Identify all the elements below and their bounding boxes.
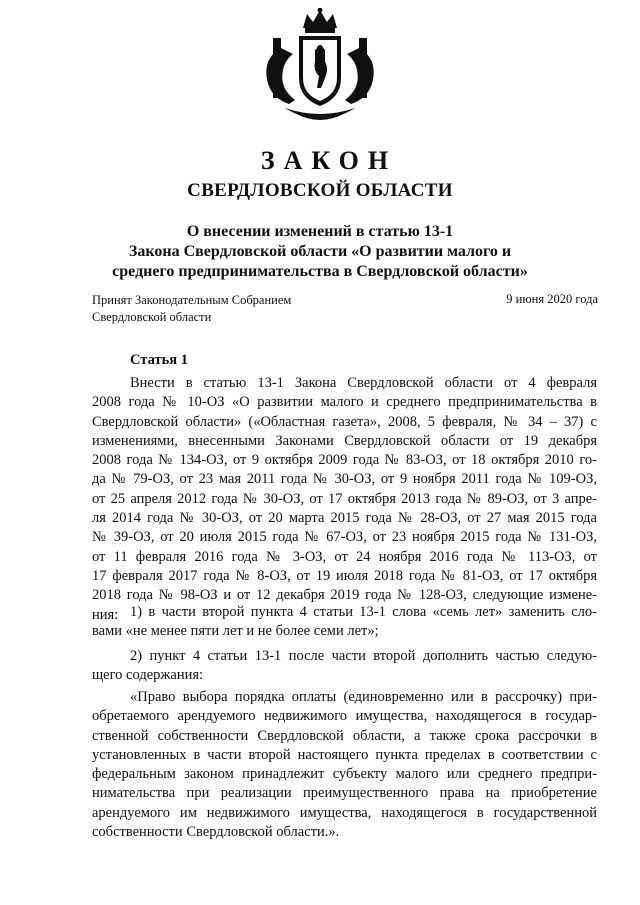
text-line: 2008 года № 134-ОЗ, от 9 октября 2009 года № 83-ОЗ, от 18 октября 2010 го- (92, 452, 597, 469)
text-line: 17 февраля 2017 года № 8-ОЗ, от 19 июля 2018 года № 81-ОЗ, от 17 октября (92, 567, 597, 584)
amendment-item-1 (92, 603, 597, 642)
text-line: арендуемого им недвижимого имущества, находящегося в государственной (92, 804, 597, 821)
text-line: 1) в части второй пункта 4 статьи 13-1 слова «семь лет» заменить сло- (130, 604, 597, 620)
text-line: Внести в статью 13-1 Закона Свердловской области от 4 февраля (130, 375, 597, 391)
adoption-authority (92, 292, 291, 326)
text-line: щего содержания: (92, 667, 204, 684)
text-line: ственной собственности Свердловской области, а также срока рассрочки в (92, 727, 597, 744)
text-line: вами «не менее пяти лет и не более семи лет»; (92, 623, 379, 640)
subject-line: среднего предпринимательства в Свердловской области» (112, 263, 528, 280)
text-line: от 25 апреля 2012 года № 30-ОЗ, от 17 октября 2013 года № 89-ОЗ, от 3 апре- (92, 490, 597, 507)
text-line: собственности Свердловской области.». (92, 824, 340, 841)
text-line: федеральным законом принадлежит субъекту малого или среднего предпри- (92, 766, 597, 783)
quoted-new-text (92, 688, 597, 842)
coat-of-arms-icon (255, 8, 385, 132)
text-line: ния: (92, 606, 119, 623)
text-line: от 11 февраля 2016 года № 3-ОЗ, от 24 ноября 2016 года № 113-ОЗ, от (92, 548, 597, 565)
text-line: нимательства при реализации преимущественного права на приобретение (92, 785, 597, 802)
law-subject (60, 222, 580, 282)
document-type-title: ЗАКОН (260, 146, 398, 175)
text-line: установленных в части второй настоящего пункта пределах в соответствии с (92, 746, 597, 763)
adoption-line: Свердловской области (92, 310, 212, 324)
region-title: СВЕРДЛОВСКОЙ ОБЛАСТИ (187, 180, 453, 201)
text-line: Свердловской области» («Областная газета», 2008, 5 февраля, № 34 – 37) с (92, 413, 597, 430)
text-line: № 39-ОЗ, от 20 июля 2015 года № 67-ОЗ, от 23 ноября 2015 года № 131-ОЗ, (92, 529, 597, 546)
subject-line: О внесении изменений в статью 13-1 (186, 223, 454, 240)
subject-line: Закона Свердловской области «О развитии малого и (128, 243, 512, 260)
text-line: 2008 года № 10-ОЗ «О развитии малого и среднего предпринимательства в (92, 394, 597, 411)
text-line: да № 79-ОЗ, от 23 мая 2011 года № 30-ОЗ, от 9 ноября 2011 года № 109-ОЗ, (92, 471, 597, 488)
text-line: 2018 года № 98-ОЗ и от 12 декабря 2019 года № 128-ОЗ, следующие измене- (92, 587, 597, 604)
text-line: ля 2014 года № 30-ОЗ, от 20 марта 2015 года № 28-ОЗ, от 27 мая 2015 года (92, 510, 597, 527)
amendment-item-2 (92, 647, 597, 686)
text-line: изменениями, внесенными Законами Свердловской области от 19 декабря (92, 432, 597, 449)
article-heading: Статья 1 (130, 352, 188, 368)
main-paragraph (92, 374, 597, 625)
text-line: обретаемого арендуемого недвижимого имущества, находящегося в государ- (92, 708, 597, 725)
text-line: «Право выбора порядка оплаты (единовременно или в рассрочку) при- (130, 689, 597, 705)
adoption-line: Принят Законодательным Собранием (92, 293, 292, 307)
adoption-date: 9 июня 2020 года (506, 292, 598, 306)
text-line: 2) пункт 4 статьи 13-1 после части второй дополнить частью следую- (130, 648, 597, 664)
